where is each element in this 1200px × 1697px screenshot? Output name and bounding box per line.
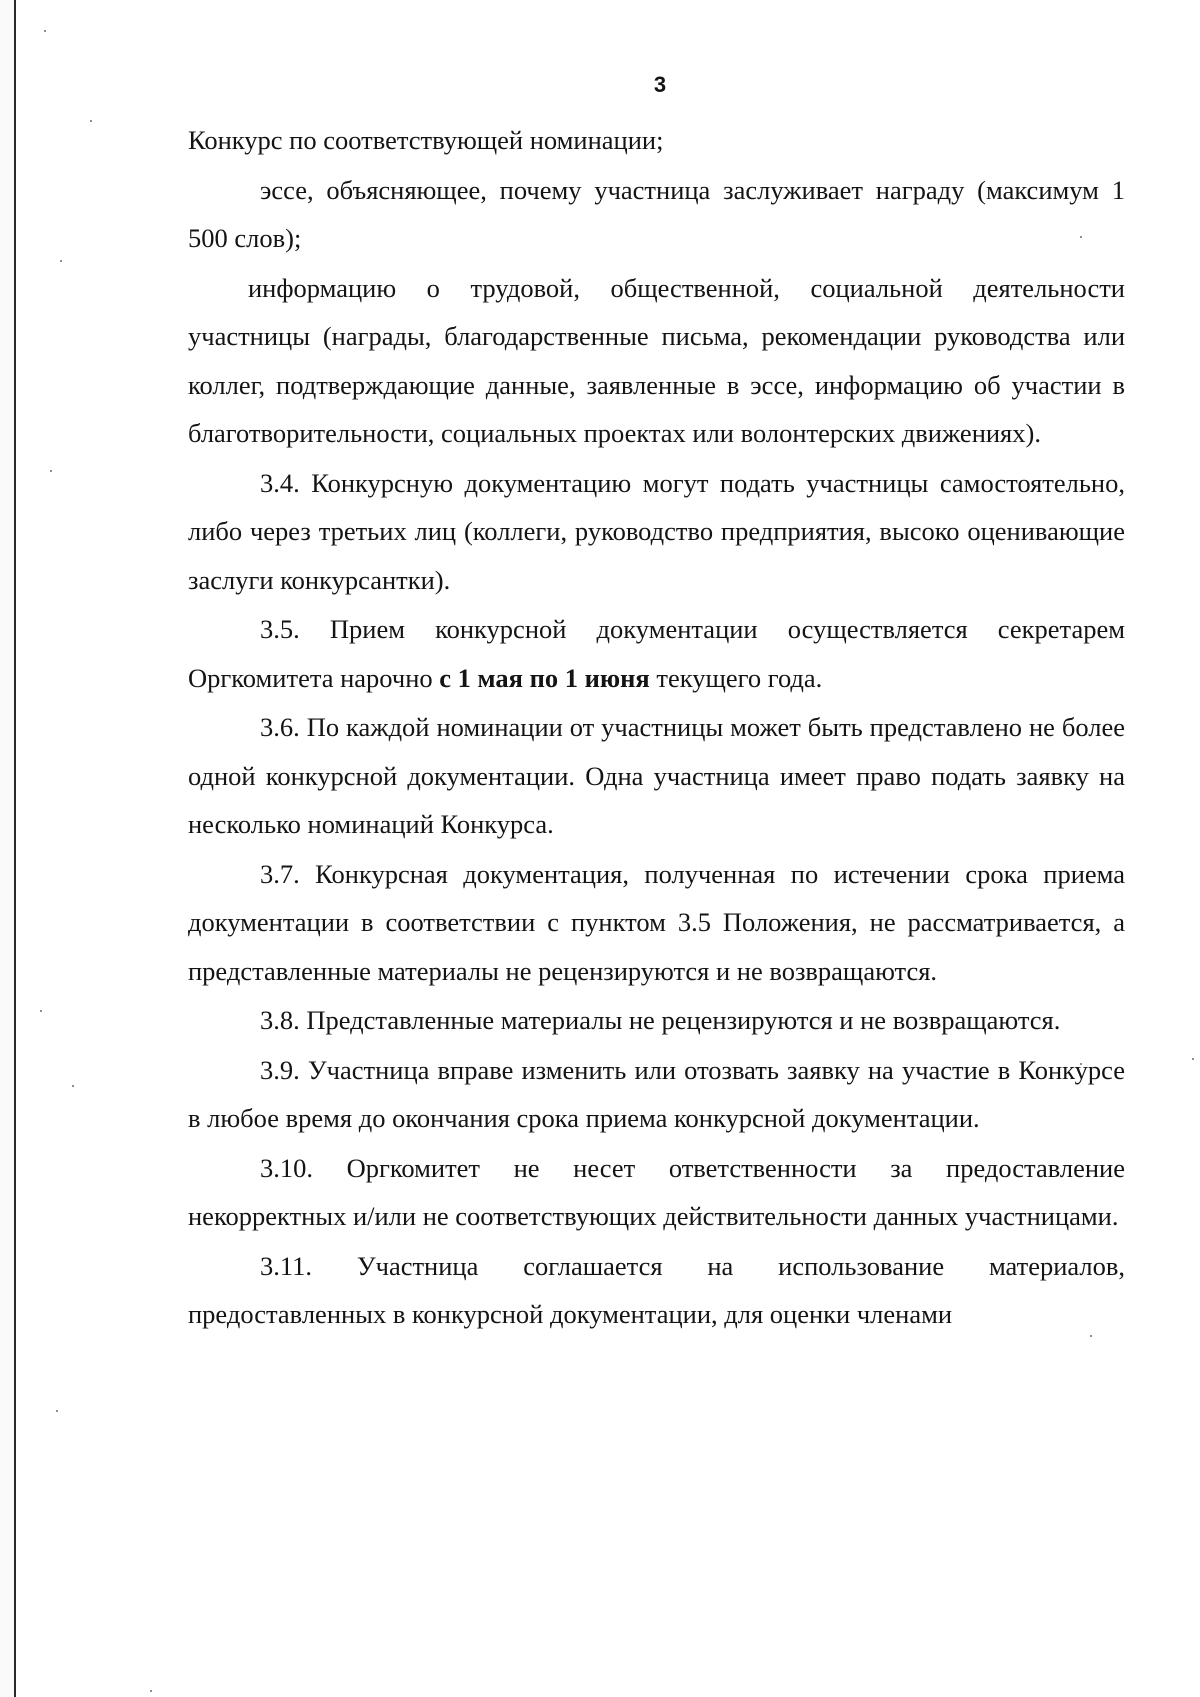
- paragraph-3-11: 3.11. Участница соглашается на использование материалов, предоставленных в конкурсной документации, для оценки членами: [188, 1250, 1125, 1329]
- scan-edge-shadow: [0, 0, 16, 1697]
- scan-speck: [56, 1410, 58, 1412]
- paragraph-3-5: [188, 605, 1125, 702]
- paragraph-3-6: 3.6. По каждой номинации от участницы может быть представлено не более одной конкурсной документации. Одна участница имеет право подать заявку на несколько номинаций Конкурса.: [188, 712, 1125, 839]
- paragraph-text: 3.5. Прием конкурсной документации осуществляется секретарем Оргкомитета нарочно: [188, 614, 1125, 693]
- paragraph-text: текущего года.: [649, 662, 823, 693]
- scan-speck: [50, 470, 52, 472]
- document-body: [188, 116, 1125, 1339]
- scan-speck: [1192, 1058, 1194, 1060]
- paragraph: эссе, объясняющее, почему участница заслуживает награду (максимум 1 500 слов);: [188, 174, 1125, 253]
- paragraph-3-8: 3.8. Представленные материалы не рецензируются и не возвращаются.: [260, 1005, 1061, 1035]
- paragraph-3-7: 3.7. Конкурсная документация, полученная по истечении срока приема документации в соответствии с пунктом 3.5 Положения, не рассматривается, а представленные материалы не рецензируются и не возвращаются.: [188, 858, 1125, 986]
- paragraph-3-10: 3.10. Оргкомитет не несет ответственности за предоставление некорректных и/или не соответствующих действительности данных участницами.: [188, 1152, 1125, 1231]
- page-number: 3: [653, 72, 667, 97]
- scan-speck: [150, 1690, 152, 1692]
- paragraph: информацию о трудовой, общественной, социальной деятельности участницы (награды, благодарственные письма, рекомендации руководства или коллег, подтверждающие данные, заявленные в эссе, информацию об участии в благотворительности, социальных проектах или волонтерских движениях).: [188, 272, 1125, 448]
- deadline-dates: с 1 мая по 1 июня: [439, 662, 650, 693]
- scan-speck: [40, 1010, 42, 1012]
- paragraph: Конкурс по соответствующей номинации;: [188, 125, 664, 155]
- scan-speck: [90, 120, 92, 122]
- paragraph-3-4: 3.4. Конкурсную документацию могут подать участницы самостоятельно, либо через третьих лиц (коллеги, руководство предприятия, высоко оценивающие заслуги конкурсантки).: [188, 467, 1125, 595]
- scan-speck: [72, 1085, 74, 1087]
- paragraph-3-9: 3.9. Участница вправе изменить или отозвать заявку на участие в Конкурсе в любое время до окончания срока приема конкурсной документации.: [188, 1054, 1125, 1133]
- scan-speck: [60, 260, 62, 262]
- scan-speck: [44, 30, 46, 32]
